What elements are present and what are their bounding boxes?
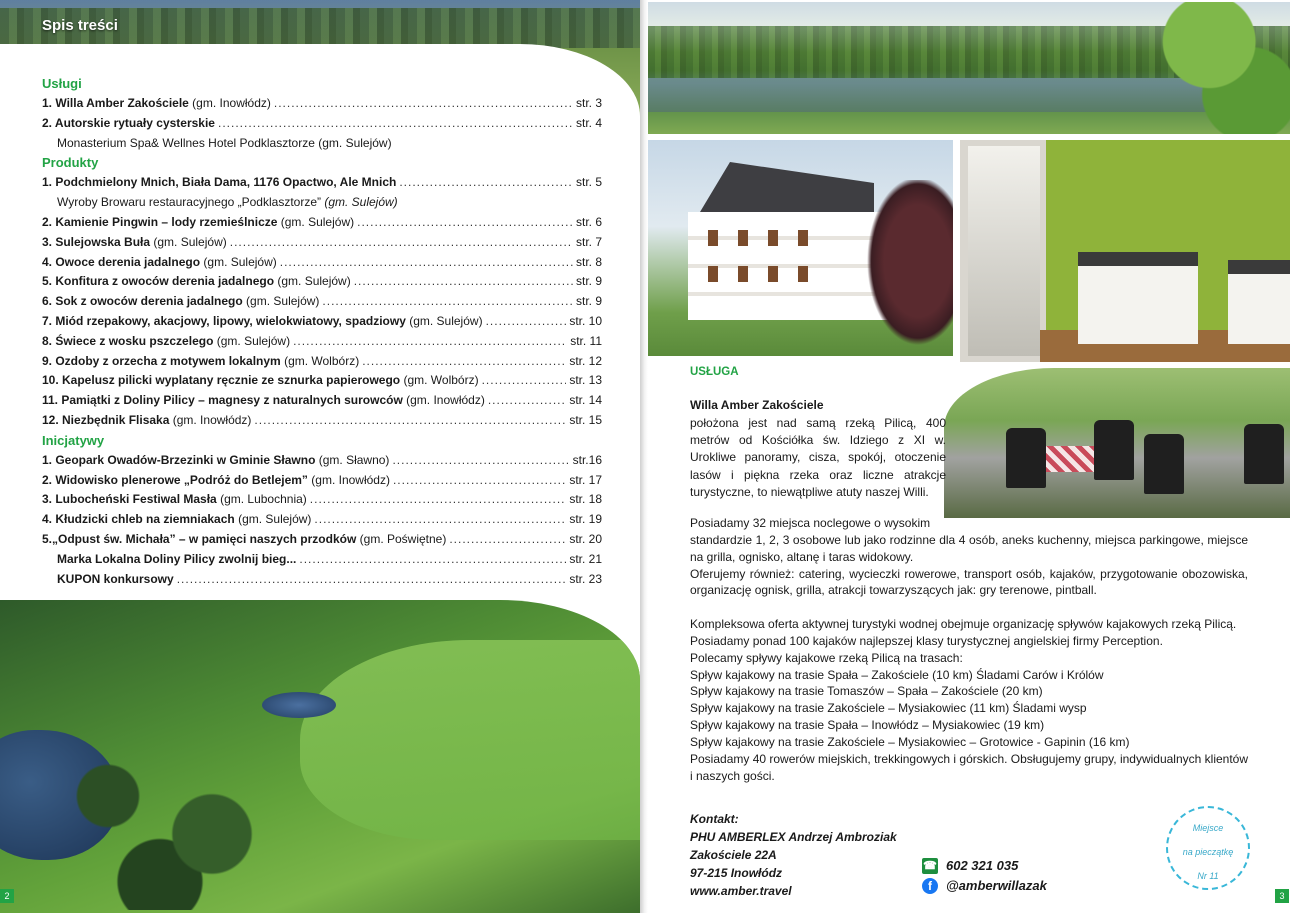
toc-entry-location: (gm. Sulejów) <box>242 294 320 309</box>
toc-entry-location: (gm. Lubochnia) <box>216 492 307 507</box>
toc-entry[interactable] <box>42 530 602 550</box>
bedroom-photo <box>960 140 1290 362</box>
contact-street: Zakościele 22A <box>690 848 777 862</box>
toc-entry-title: 5. Konfitura z owoców derenia jadalnego <box>42 274 275 289</box>
toc-entry[interactable] <box>42 471 602 491</box>
paragraph: Kompleksowa oferta aktywnej turystyki wodnej obejmuje organizację spływów kajakowych rzeką Pilicą. <box>690 617 1237 632</box>
toc-entry-title: 7. Miód rzepakowy, akacjowy, lipowy, wielokwiatowy, spadziowy <box>42 313 406 328</box>
toc-subtitle <box>42 193 602 213</box>
toc-entry[interactable] <box>42 213 602 233</box>
contact-company: PHU AMBERLEX Andrzej Ambroziak <box>690 830 897 844</box>
toc-subtitle-location: (gm. Sulejów) <box>324 195 398 210</box>
toc-page-number: str. 20 <box>569 531 602 546</box>
section-title-produkty: Produkty <box>42 155 99 171</box>
paragraph: Polecamy spływy kajakowe rzeką Pilicą na trasach: <box>690 650 963 665</box>
toc-entry-title: 2. Autorskie rytuały cysterskie <box>42 115 215 130</box>
villa-description <box>690 515 1248 785</box>
toc-entry-title: 2. Widowisko plenerowe „Podróż do Betlejem” <box>42 472 308 487</box>
toc-page-number: str. 12 <box>569 353 602 368</box>
toc-entry-title: Marka Lokalna Doliny Pilicy zwolnij bieg... <box>57 551 297 566</box>
toc-entry-title: 5.„Odpust św. Michała” – w pamięci naszych przodków <box>42 531 357 546</box>
aerial-landscape-photo <box>0 600 640 913</box>
toc-entry[interactable] <box>42 352 602 372</box>
phone-icon: ☎ <box>923 860 937 872</box>
page-number-left: 2 <box>0 889 14 903</box>
kayak-route: Spływ kajakowy na trasie Spała – Zakościele (10 km) Śladami Carów i Królów <box>690 667 1104 682</box>
toc-entry-location: (gm. Wolbórz) <box>400 373 479 388</box>
toc-entry-title: 12. Niezbędnik Flisaka <box>42 412 170 427</box>
toc-page-number: str.16 <box>572 452 602 467</box>
toc-dots <box>354 272 573 292</box>
paragraph: standardzie 1, 2, 3 osobowe lub jako rodzinne dla 4 osób, aneks kuchenny, miejsca parkingowe, miejsce na grilla, ognisko, altanę i taras widokowy. <box>690 532 1248 564</box>
toc-page-number: str. 9 <box>575 294 602 309</box>
contact-city: 97-215 Inowłódz <box>690 866 783 880</box>
kayak-route: Spływ kajakowy na trasie Zakościele – Mysiakowiec (11 km) Śladami wysp <box>690 701 1087 716</box>
toc-dots <box>230 233 573 253</box>
kayak-route: Spływ kajakowy na trasie Tomaszów – Spała – Zakościele (20 km) <box>690 684 1043 699</box>
toc-entry-title: 1. Willa Amber Zakościele <box>42 96 189 110</box>
river-photo <box>648 2 1290 134</box>
facebook-icon: f <box>922 878 938 894</box>
toc-entry-title: 10. Kapelusz pilicki wyplatany ręcznie ze sznurka papierowego <box>42 373 401 388</box>
kayak-route: Spływ kajakowy na trasie Zakościele – Mysiakowiec – Grotowice - Gapinin (16 km) <box>690 734 1130 749</box>
toc-entry-location: (gm. Inowłódz) <box>169 412 252 427</box>
page-number-right: 3 <box>1275 889 1289 903</box>
toc-dots <box>314 510 566 530</box>
toc-entry-location: (gm. Inowłódz) <box>402 393 485 408</box>
section-title-inicjatywy: Inicjatywy <box>42 432 105 448</box>
contact-website-link[interactable]: www.amber.travel <box>690 884 792 898</box>
contact-block <box>690 810 897 900</box>
toc-dots <box>218 114 573 134</box>
toc-entry-location: (gm. Wolbórz) <box>280 353 360 368</box>
toc-subtitle: Monasterium Spa& Wellnes Hotel Podklasztorze (gm. Sulejów) <box>57 135 392 150</box>
contact-label: Kontakt: <box>690 812 739 826</box>
facebook-row[interactable] <box>922 876 1047 896</box>
toc-entry-title: 11. Pamiątki z Doliny Pilicy – magnesy z naturalnych surowców <box>42 393 403 408</box>
toc-entry-location: (gm. Sulejów) <box>150 234 227 249</box>
toc-dots <box>322 292 573 312</box>
left-page <box>0 0 640 913</box>
toc-page-number: str. 14 <box>569 393 602 408</box>
toc-page-number: str. 19 <box>569 512 602 527</box>
toc-entry-title: 2. Kamienie Pingwin – lody rzemieślnicze <box>42 214 278 229</box>
toc-entry[interactable] <box>42 312 602 332</box>
stamp-text: Miejsce <box>1192 823 1224 833</box>
toc-page-number: str. 10 <box>569 313 602 328</box>
toc-page-number: str. 21 <box>569 551 602 566</box>
toc-page-number: str. 3 <box>575 96 602 110</box>
right-page <box>648 0 1293 913</box>
villa-house-photo <box>648 140 953 356</box>
toc-dots <box>177 570 567 590</box>
toc-entry[interactable] <box>42 371 602 391</box>
toc-entry-location: (gm. Sulejów) <box>200 254 277 269</box>
toc-entry-title: 6. Sok z owoców derenia jadalnego <box>42 294 243 309</box>
toc-entry[interactable] <box>42 411 602 431</box>
toc-entry[interactable] <box>42 332 602 352</box>
toc-entry-title: 8. Świece z wosku pszczelego <box>42 333 214 348</box>
toc-entry-title: 1. Podchmielony Mnich, Biała Dama, 1176 Opactwo, Ale Mnich <box>42 175 397 190</box>
toc-dots <box>310 490 567 510</box>
section-label-usluga: USŁUGA <box>690 366 739 378</box>
toc-entry-title: 4. Kłudzicki chleb na ziemniakach <box>42 512 235 527</box>
table-of-contents <box>42 74 602 589</box>
toc-entry-location: (gm. Sulejów) <box>213 333 291 348</box>
toc-entry-title: 9. Ozdoby z orzecha z motywem lokalnym <box>42 353 281 368</box>
toc-header: Spis treści <box>42 17 118 34</box>
toc-page-number: str. 13 <box>569 373 602 388</box>
villa-title: Willa Amber Zakościele <box>690 398 824 412</box>
toc-entry[interactable] <box>42 272 602 292</box>
toc-entry-location: (gm. Inowłódz) <box>188 96 271 110</box>
kayak-route: Spływ kajakowy na trasie Spała – Inowłódz – Mysiakowiec (19 km) <box>690 718 1045 733</box>
toc-dots <box>280 253 573 273</box>
toc-entry[interactable] <box>57 570 602 590</box>
book-spine <box>640 0 648 913</box>
toc-dots <box>293 332 567 352</box>
toc-entry-location: (gm. Poświętne) <box>356 531 447 546</box>
toc-page-number: str. 4 <box>575 115 602 130</box>
toc-dots <box>488 391 566 411</box>
toc-dots <box>393 471 566 491</box>
toc-dots <box>274 94 573 114</box>
toc-entry[interactable] <box>42 292 602 312</box>
toc-entry-location: (gm. Sławno) <box>315 452 390 467</box>
toc-entry[interactable] <box>42 451 602 471</box>
toc-entry[interactable] <box>42 94 602 114</box>
paragraph: Posiadamy 40 rowerów miejskich, trekkingowych i górskich. Obsługujemy grupy, indywidualnych klientów i naszych gości. <box>690 751 1249 783</box>
toc-entry-title: 3. Sulejowska Buła <box>42 234 151 249</box>
phone-number: 602 321 035 <box>946 858 1019 873</box>
toc-dots <box>399 173 573 193</box>
toc-entry-title: 3. Lubocheński Festiwal Masła <box>42 492 217 507</box>
toc-entry[interactable] <box>42 114 602 134</box>
toc-dots <box>357 213 573 233</box>
toc-entry[interactable] <box>42 510 602 530</box>
toc-entry-location: (gm. Sulejów) <box>405 313 483 328</box>
toc-page-number: str. 8 <box>575 254 602 269</box>
toc-page-number: str. 17 <box>569 472 602 487</box>
contact-social <box>922 856 1047 896</box>
toc-entry-location: (gm. Sulejów) <box>234 512 312 527</box>
phone-row[interactable] <box>922 856 1047 876</box>
facebook-handle: @amberwillazak <box>946 878 1047 893</box>
toc-page-number: str. 6 <box>575 214 602 229</box>
toc-entry-location: (gm. Sulejów) <box>277 214 355 229</box>
toc-dots <box>254 411 566 431</box>
toc-entry-location: (gm. Inowłódz) <box>307 472 390 487</box>
villa-intro: położona jest nad samą rzeką Pilicą, 400 metrów od Kościółka św. Idziego z XI w. Urokliwe panoramy, cisza, spokój, otoczenie lasów i piękna rzeka oraz liczne atrakcje turystyczne, to niewątpliwe atuty naszej Willi. <box>690 416 946 499</box>
toc-entry[interactable] <box>57 550 602 570</box>
toc-entry[interactable] <box>42 173 602 193</box>
paragraph: Posiadamy 32 miejsca noclegowe o wysokim <box>690 516 931 530</box>
toc-page-number: str. 15 <box>569 412 602 427</box>
toc-page-number: str. 9 <box>575 274 602 289</box>
section-title-uslugi: Usługi <box>42 76 82 91</box>
toc-entry-title: 4. Owoce derenia jadalnego <box>42 254 201 269</box>
toc-entry[interactable] <box>42 233 602 253</box>
toc-entry-title: KUPON konkursowy <box>57 571 174 586</box>
toc-entry[interactable] <box>42 253 602 273</box>
toc-dots <box>392 451 569 471</box>
toc-dots <box>299 550 566 570</box>
toc-page-number: str. 7 <box>575 234 602 249</box>
paragraph: Oferujemy również: catering, wycieczki rowerowe, transport osób, kajaków, przygotowanie obozowiska, organizację ognisk, grilla, atrakcji towarzyszących jak: gry terenowe, pintball. <box>690 566 1248 598</box>
toc-dots <box>482 371 567 391</box>
toc-dots <box>362 352 566 372</box>
stamp-placeholder <box>1166 806 1250 890</box>
toc-dots <box>486 312 567 332</box>
toc-entry-location: (gm. Sulejów) <box>274 274 351 289</box>
toc-page-number: str. 11 <box>570 333 602 348</box>
toc-page-number: str. 18 <box>569 492 602 507</box>
toc-dots <box>449 530 566 550</box>
paragraph: Posiadamy ponad 100 kajaków najlepszej klasy turystycznej angielskiej firmy Perception. <box>690 633 1163 648</box>
stamp-number: Nr 11 <box>1197 871 1219 881</box>
toc-page-number: str. 23 <box>569 571 602 586</box>
garden-terrace-photo <box>944 368 1290 518</box>
toc-subtitle-text: Wyroby Browaru restauracyjnego „Podklasztorze” <box>57 195 325 210</box>
toc-entry[interactable] <box>42 391 602 411</box>
toc-entry[interactable] <box>42 490 602 510</box>
toc-page-number: str. 5 <box>575 175 602 190</box>
stamp-text: na pieczątkę <box>1182 847 1234 857</box>
toc-entry-title: 1. Geopark Owadów-Brzezinki w Gminie Sławno <box>42 452 316 467</box>
